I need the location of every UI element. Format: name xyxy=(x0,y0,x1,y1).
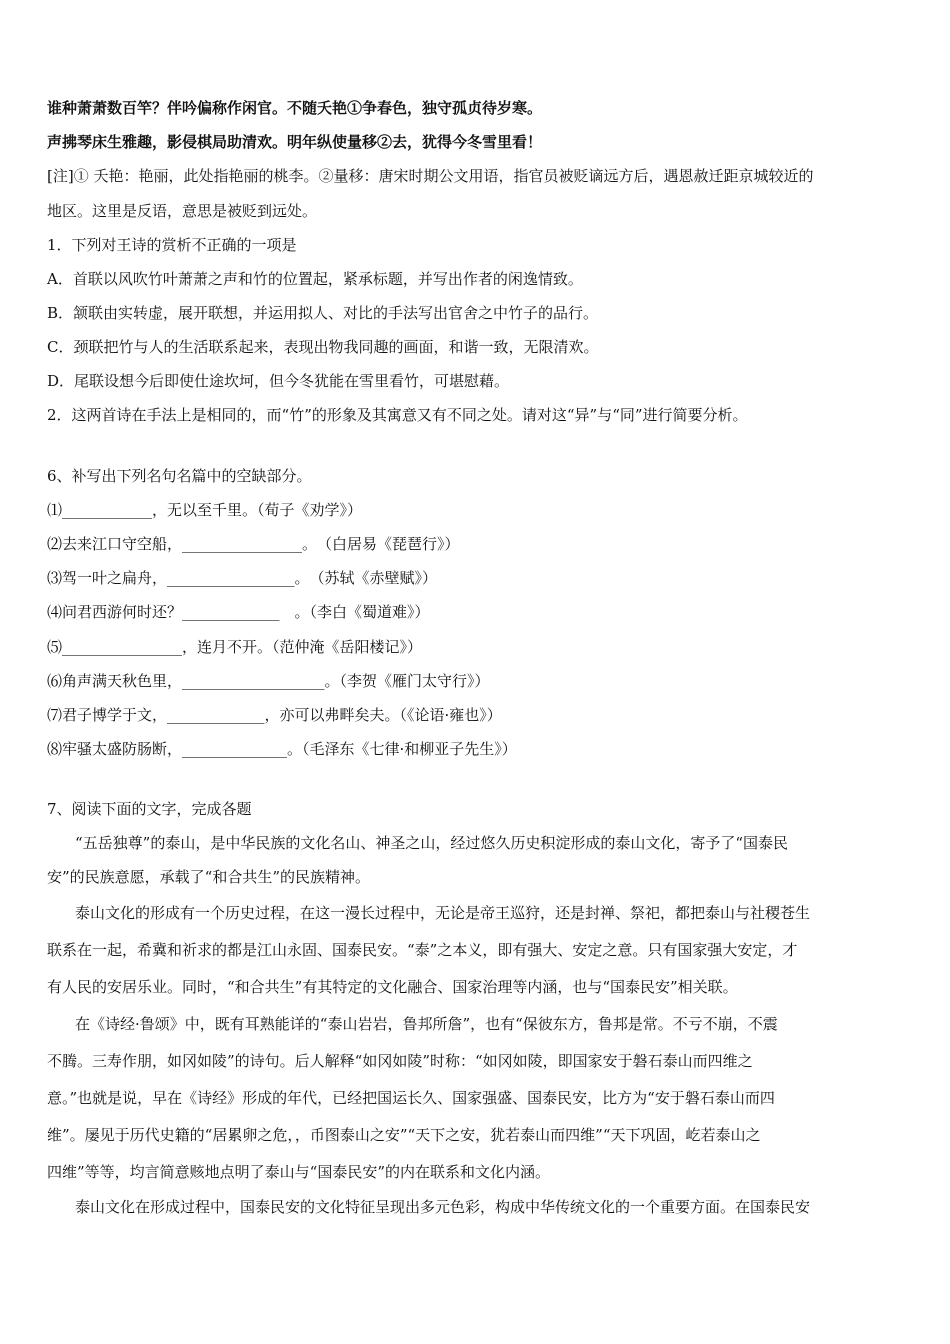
fill-blank-item: ⑺君子博学于文，_____________，亦可以弗畔矣夫。（《论语·雍也》） xyxy=(47,706,502,724)
passage-line: 泰山文化在形成过程中，国泰民安的文化特征呈现出多元色彩，构成中华传统文化的一个重要方面。在国泰民安 xyxy=(75,1198,811,1216)
fill-blank-item: ⑸________________，连月不开。（范仲淹《岳阳楼记》） xyxy=(47,638,423,656)
passage-line: 安”的民族意愿，承载了“和合共生”的民族精神。 xyxy=(47,868,371,886)
notes-line-1: [注]① 夭艳：艳丽，此处指艳丽的桃李。②量移：唐宋时期公文用语，指官员被贬谪远方后，遇恩赦迁距京城较近的 xyxy=(47,167,814,185)
passage-line: 在《诗经·鲁颂》中，既有耳熟能详的“泰山岩岩，鲁邦所詹”，也有“保彼东方，鲁邦是常。不亏不崩，不震 xyxy=(75,1015,778,1033)
fill-blank-item: ⑻牢骚太盛防肠断，______________。（毛泽东《七律·和柳亚子先生》） xyxy=(47,740,517,758)
question-7-title: 7、阅读下面的文字，完成各题 xyxy=(47,800,252,818)
question-1-option-d: D．尾联设想今后即使仕途坎坷，但今冬犹能在雪里看竹，可堪慰藉。 xyxy=(47,372,510,390)
fill-blank-item: ⑵去来江口守空船，________________。 （白居易《琵琶行》） xyxy=(47,535,460,553)
fill-blank-item: ⑶驾一叶之扁舟，_________________。 （苏轼《赤壁赋》） xyxy=(47,569,438,587)
fill-blank-item: ⑷问君西游何时还？_____________ 。（李白《蜀道难》） xyxy=(47,603,430,621)
question-1-stem: 1．下列对王诗的赏析不正确的一项是 xyxy=(47,236,297,254)
passage-line: 泰山文化的形成有一个历史过程，在这一漫长过程中，无论是帝王巡狩，还是封禅、祭祀，都把泰山与社稷苍生 xyxy=(75,904,811,922)
question-6-title: 6、补写出下列名句名篇中的空缺部分。 xyxy=(47,467,312,485)
passage-line: 意。”也就是说，早在《诗经》形成的年代，已经把国运长久、国家强盛、国泰民安，比方为“安于磐石泰山而四 xyxy=(47,1089,775,1107)
poem-line-2: 声拂琴床生雅趣，影侵棋局助清欢。明年纵使量移②去，犹得今冬雪里看！ xyxy=(47,133,543,151)
passage-line: 联系在一起，希冀和祈求的都是江山永固、国泰民安。“泰”之本义，即有强大、安定之意。只有国家强大安定，才 xyxy=(47,941,798,959)
question-1-option-c: C．颈联把竹与人的生活联系起来，表现出物我同趣的画面，和谐一致，无限清欢。 xyxy=(47,338,599,356)
passage-line: “五岳独尊”的泰山，是中华民族的文化名山、神圣之山，经过悠久历史积淀形成的泰山文化，寄予了“国泰民 xyxy=(75,834,789,852)
notes-line-2: 地区。这里是反语，意思是被贬到远处。 xyxy=(47,202,318,220)
question-1-option-b: B．颔联由实转虚，展开联想，并运用拟人、对比的手法写出官舍之中竹子的品行。 xyxy=(47,304,599,322)
passage-line: 维”。屡见于历代史籍的“居累卵之危，，币图泰山之安”“天下之安，犹若泰山而四维”“天下巩固，屹若泰山之 xyxy=(47,1126,761,1144)
passage-line: 有人民的安居乐业。同时，“和合共生”有其特定的文化融合、国家治理等内涵，也与“国泰民安”相关联。 xyxy=(47,978,738,996)
passage-line: 不腾。三寿作朋，如冈如陵”的诗句。后人解释“如冈如陵”时称：“如冈如陵，即国家安于磐石泰山而四维之 xyxy=(47,1052,753,1070)
fill-blank-item: ⑴____________，无以至千里。（荀子《劝学》） xyxy=(47,501,363,519)
poem-line-1: 谁种萧萧数百竿？伴吟偏称作闲官。不随夭艳①争春色，独守孤贞待岁寒。 xyxy=(47,99,543,117)
question-2: 2．这两首诗在手法上是相同的，而“竹”的形象及其寓意又有不同之处。请对这“异”与“同”进行简要分析。 xyxy=(47,406,748,424)
passage-line: 四维”等等，均言简意赅地点明了泰山与“国泰民安”的内在联系和文化内涵。 xyxy=(47,1163,551,1181)
fill-blank-item: ⑹角声满天秋色里，___________________。（李贺《雁门太守行》） xyxy=(47,672,490,690)
question-1-option-a: A．首联以风吹竹叶萧萧之声和竹的位置起，紧承标题，并写出作者的闲逸情致。 xyxy=(47,270,583,288)
